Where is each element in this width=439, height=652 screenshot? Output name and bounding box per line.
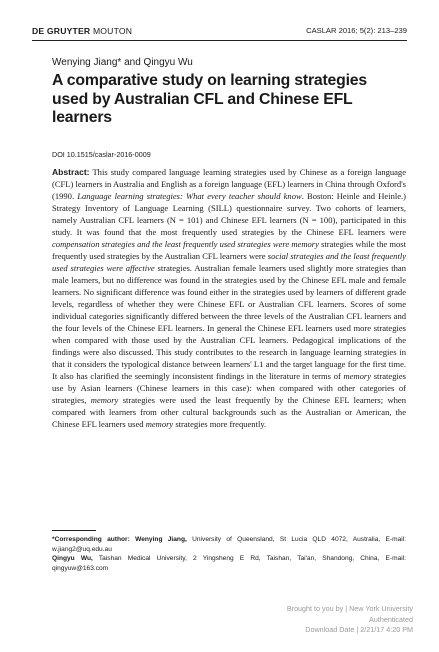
abstract-text: strategies. Australian female learners used slightly more strategies than male learners, but no difference was found in the strategies used by the Chinese EFL male and female learners. No significant difference was found either in the strategies used by learners of different grade levels, regardless of whether they were Chinese EFL or Australian CFL learners. Scores of some individual categories significantly differed between the three levels of the Australian CFL learners and the four levels of the Chinese EFL learners. In general the Chinese EFL learners used more strategies when compared with those used by the Australian CFL learners. Pedagogical implications of the findings were also discussed. This study contributes to the research in language learning strategies in that it considers the typological distance between learners' L1 and the target language for the first time. It also has clarified the seemingly inconsistent findings in the literature in terms of: [52, 263, 406, 382]
publisher-name-light: MOUTON: [92, 26, 133, 36]
footnote-label: Qingyu Wu,: [52, 555, 93, 563]
footnote-coauthor: [52, 554, 406, 573]
journal-reference: CASLAR 2016; 5(2): 213–239: [306, 26, 407, 35]
footnote-corresponding-author: [52, 535, 406, 554]
header-divider: [32, 40, 407, 41]
footnote-text: Taishan Medical University, 2 Yingsheng E Rd, Taishan, Tai'an, Shandong, China, E-mail: qingyuw@163.com: [52, 555, 406, 572]
abstract: [52, 166, 406, 430]
abstract-emphasis: memory: [90, 395, 119, 406]
abstract-text: . Boston: Heinle and Heinle.) Strategy Inventory of Language Learning (SILL) questionnaire survey. Two cohorts of learners, namely Australian CFL learners (N = 101) and Chinese EFL learners (N = 100), participated in this study. It was found that the most frequently used strategies by the Chinese EFL learners were: [52, 191, 406, 238]
abstract-emphasis: memory: [145, 419, 174, 430]
abstract-text: strategies use by Asian learners (Chinese learners in this case): when compared with other categories of strategies,: [52, 371, 406, 406]
publisher-name-bold: DE GRUYTER: [32, 26, 91, 36]
abstract-emphasis: memory: [343, 371, 372, 382]
author-footnotes: [52, 535, 406, 573]
abstract-text: strategies more frequently.: [173, 419, 267, 430]
abstract-text: This study compared language learning strategies used by Chinese as a foreign language (CFL) learners in Australia and English as a foreign language (EFL) learners in China through Oxford's (1990.: [52, 167, 407, 202]
footnote-label: *Corresponding author: Wenying Jiang,: [52, 536, 187, 543]
watermark-line: Authenticated: [369, 614, 413, 624]
abstract-emphasis: social strategies and the least frequently used strategies were affective: [52, 251, 406, 274]
watermark-line: Brought to you by | New York University: [286, 604, 413, 613]
doi-line: DOI 10.1515/caslar-2016-0009: [52, 150, 151, 159]
abstract-body: [52, 167, 406, 429]
article-title: A comparative study on learning strategies used by Australian CFL and Chinese EFL learners: [52, 72, 367, 127]
footnote-divider: [52, 530, 96, 531]
access-watermark: [287, 604, 413, 636]
abstract-emphasis: compensation strategies and the least frequently used strategies were memory: [52, 239, 319, 250]
abstract-label: Abstract:: [52, 167, 90, 177]
publisher-logo: [32, 26, 132, 36]
footnote-text: University of Queensland, St Lucia QLD 4072, Australia, E-mail: w.jiang2@uq.edu.au: [52, 536, 406, 553]
watermark-line: Download Date | 2/21/17 4:20 PM: [305, 625, 413, 635]
abstract-text: strategies were used the least frequently by the Chinese EFL learners; when compared with learners from other cultural backgrounds such as the Australian or American, the Chinese EFL learners used: [52, 395, 406, 430]
author-list: Wenying Jiang* and Qingyu Wu: [52, 57, 193, 68]
abstract-emphasis: Language learning strategies: What every teacher should know: [77, 191, 302, 202]
abstract-text: strategies while the most frequently used strategies by the Australian CFL learners were: [52, 239, 406, 262]
running-header: [32, 26, 407, 40]
